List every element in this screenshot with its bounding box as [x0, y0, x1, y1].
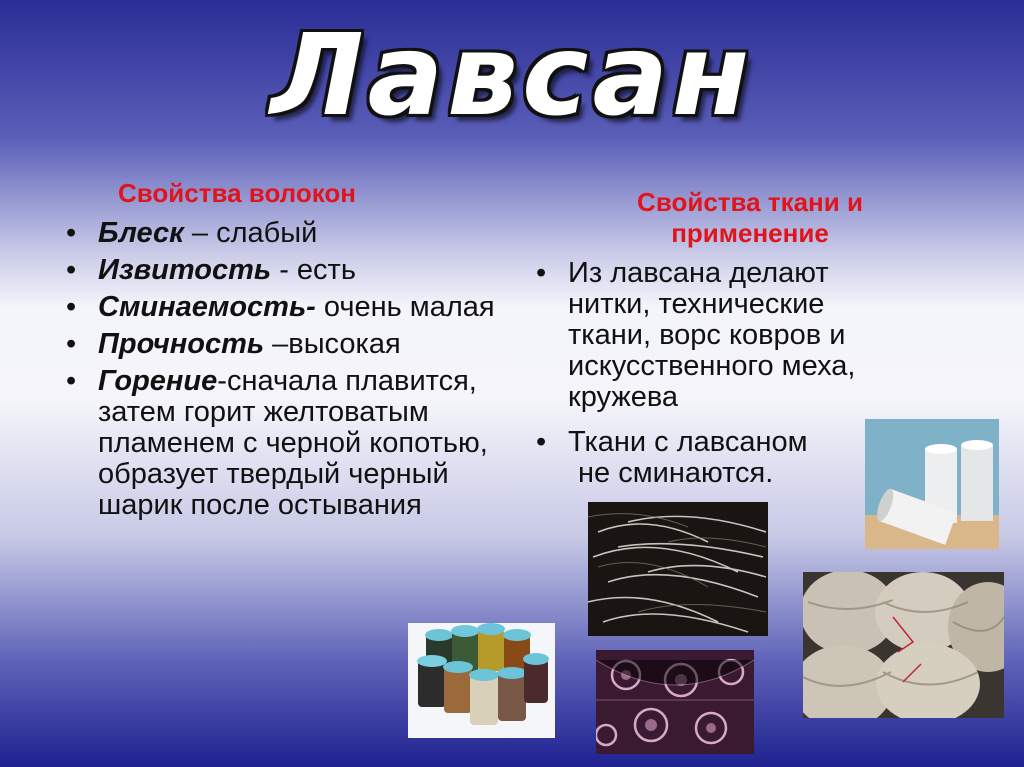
property-value: – слабый: [183, 217, 318, 249]
thread-spools-photo: [408, 623, 555, 738]
fabric-properties-heading: Свойства ткани и применение: [637, 187, 863, 248]
list-item: [58, 366, 498, 521]
application-text-line-2: не сминаются.: [578, 457, 774, 489]
property-term: Прочность: [98, 328, 265, 360]
property-term: Горение: [98, 365, 218, 397]
list-item: [58, 218, 508, 249]
list-item: [528, 258, 913, 413]
lace-fabric-photo: [596, 650, 754, 754]
property-value: - есть: [271, 254, 356, 286]
property-term: Извитость: [98, 254, 272, 286]
fiber-properties-list: [58, 218, 508, 527]
list-item: [58, 255, 508, 286]
list-item: [58, 329, 508, 360]
property-value: -сначала плавится, затем горит желтоватым пламенем с черной копотью, образует твердый черный шарик после остывания: [98, 365, 488, 521]
white-thread-cones-photo: [865, 419, 999, 549]
property-term: Сминаемость-: [98, 291, 316, 323]
list-item: [58, 292, 508, 323]
application-text: Из лавсана делают нитки, технические ткани, ворс ковров и искусственного меха, кружева: [568, 257, 856, 413]
slide-title: Лавсан: [270, 11, 754, 141]
application-text-line-1: Ткани с лавсаном: [568, 426, 808, 458]
artificial-fur-photo: [588, 502, 768, 636]
property-term: Блеск: [98, 217, 184, 249]
property-value: очень малая: [315, 291, 495, 323]
property-value: –высокая: [264, 328, 401, 360]
fiber-properties-heading: Свойства волокон: [118, 178, 356, 208]
polyester-cords-photo: [803, 572, 1004, 718]
